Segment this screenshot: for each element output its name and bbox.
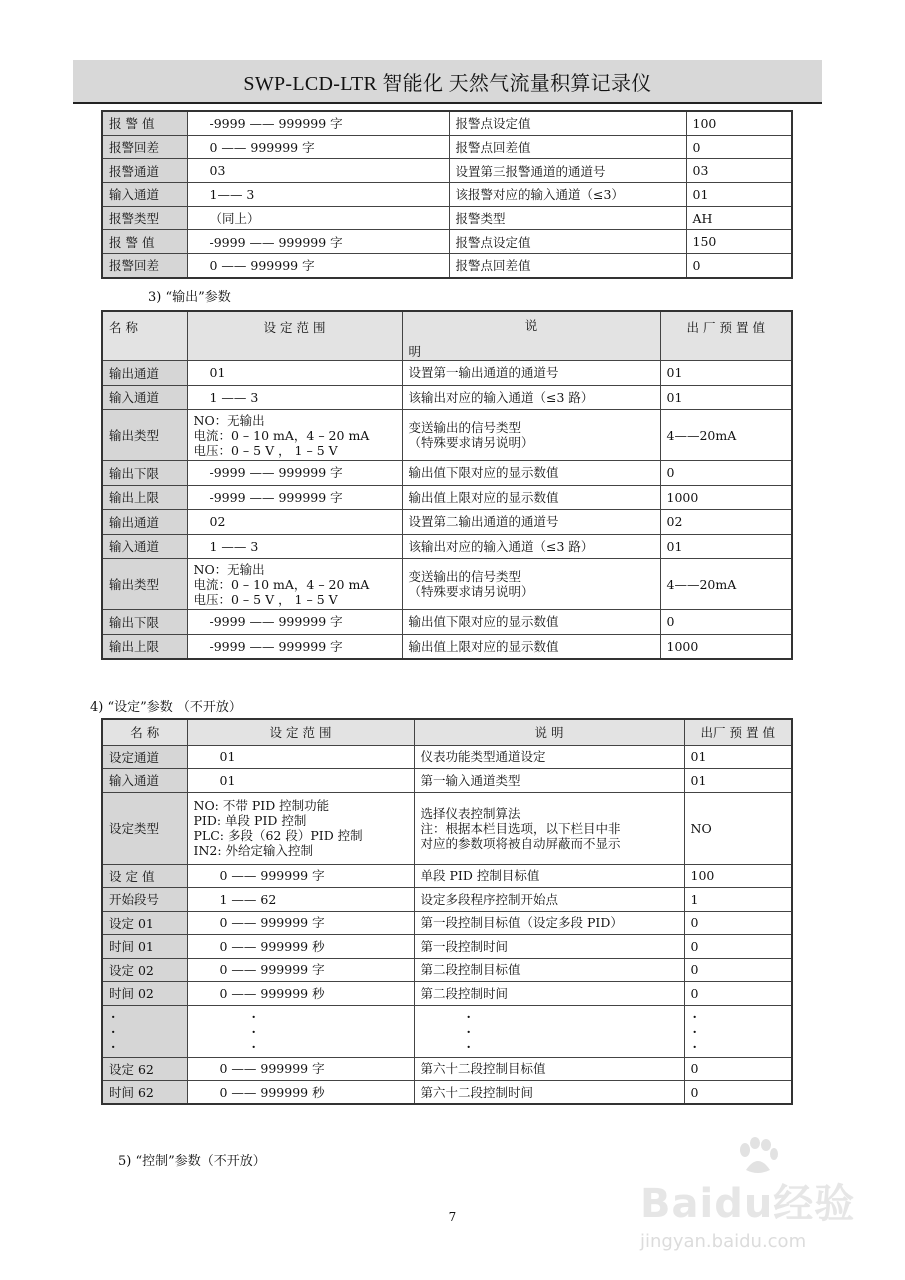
param-desc	[414, 888, 684, 912]
param-desc: 报警点回差值	[449, 135, 686, 159]
param-desc	[414, 911, 684, 935]
col-header-desc-part2: 明	[408, 344, 422, 359]
param-range-line: 0 —— 999999 秒	[219, 1084, 325, 1100]
param-default: 0	[684, 958, 792, 982]
param-default: 100	[684, 864, 792, 888]
ellipsis-dot: ·	[251, 1023, 256, 1039]
param-desc-line: 仪表功能类型通道设定	[420, 749, 546, 765]
param-desc: 报警类型	[449, 206, 686, 230]
param-name: 设定 62	[102, 1057, 187, 1081]
table-row	[102, 1081, 792, 1105]
table-row	[102, 461, 792, 486]
param-desc	[402, 634, 660, 659]
setting-params-table	[101, 718, 793, 1105]
param-default: 01	[660, 534, 792, 559]
table-row	[102, 135, 792, 159]
table-row	[102, 769, 792, 793]
section-5-title: 5) “控制”参数（不开放）	[118, 1154, 266, 1169]
param-name: 时间 01	[102, 935, 187, 959]
param-range	[187, 792, 414, 864]
page-title: SWP-LCD-LTR 智能化 天然气流量积算记录仪	[243, 72, 652, 95]
table-row	[102, 745, 792, 769]
table-row	[102, 610, 792, 635]
watermark	[640, 1150, 870, 1270]
param-range: 0 —— 999999 字	[187, 135, 449, 159]
param-desc-line: 第一段控制时间	[420, 938, 509, 954]
param-range	[187, 864, 414, 888]
param-range-line: -9999 —— 999999 字	[209, 465, 343, 481]
param-name: 时间 02	[102, 982, 187, 1006]
param-default: 0	[686, 254, 792, 278]
param-desc	[402, 361, 660, 386]
table-row	[102, 888, 792, 912]
param-default: 01	[684, 745, 792, 769]
param-desc	[402, 510, 660, 535]
param-range-line: -9999 —— 999999 字	[209, 489, 343, 505]
ellipsis-row	[102, 1005, 792, 1057]
param-name: 开始段号	[102, 888, 187, 912]
ellipsis-dot: ·	[692, 1008, 697, 1024]
param-desc	[402, 410, 660, 461]
param-name: 输入通道	[102, 769, 187, 793]
param-desc: 报警点设定值	[449, 111, 686, 135]
param-desc	[402, 385, 660, 410]
param-name: 输出通道	[102, 510, 187, 535]
param-desc	[402, 485, 660, 510]
param-name: 设定 02	[102, 958, 187, 982]
param-range: 1—— 3	[187, 183, 449, 207]
param-range-line: NO：无输出	[193, 412, 265, 428]
param-desc: 报警点回差值	[449, 254, 686, 278]
param-desc-line: 单段 PID 控制目标值	[420, 868, 540, 884]
param-desc-line: 第六十二段控制目标值	[420, 1061, 546, 1077]
param-desc	[414, 935, 684, 959]
param-desc-line: 第二段控制时间	[420, 985, 509, 1001]
param-name: 设定类型	[102, 792, 187, 864]
param-default: 0	[684, 935, 792, 959]
param-name: 报警回差	[102, 135, 187, 159]
param-desc-line: 该输出对应的输入通道（≤3 路）	[408, 538, 594, 554]
param-desc: 设置第三报警通道的通道号	[449, 159, 686, 183]
param-range: -9999 —— 999999 字	[187, 111, 449, 135]
table-row	[102, 254, 792, 278]
param-desc	[402, 461, 660, 486]
param-range	[187, 559, 402, 610]
param-desc	[414, 745, 684, 769]
param-name: 输出上限	[102, 485, 187, 510]
param-desc-line: （特殊要求请另说明）	[408, 435, 534, 450]
param-desc-line: 变送输出的信号类型	[408, 420, 522, 435]
table-row	[102, 111, 792, 135]
section-4-title: 4) “设定”参数 （不开放）	[90, 700, 242, 715]
param-range-line: -9999 —— 999999 字	[209, 638, 343, 654]
param-range-line: NO: 不带 PID 控制功能	[193, 798, 330, 813]
param-default: 01	[660, 385, 792, 410]
table-row	[102, 634, 792, 659]
param-name: 报警回差	[102, 254, 187, 278]
param-default: 01	[686, 183, 792, 207]
ellipsis-dot: ·	[111, 1038, 116, 1054]
param-name: 时间 62	[102, 1081, 187, 1105]
param-name: 输出上限	[102, 634, 187, 659]
section-3-title: 3) “输出”参数	[148, 290, 231, 305]
param-range	[187, 982, 414, 1006]
table-row	[102, 864, 792, 888]
param-desc-line: 输出值下限对应的显示数值	[408, 614, 559, 630]
table-row	[102, 792, 792, 864]
table-row	[102, 911, 792, 935]
param-range	[187, 935, 414, 959]
param-range-line: 电压：0 – 5 V ， 1 – 5 V	[193, 591, 338, 607]
param-default: 0	[684, 1081, 792, 1105]
table-row	[102, 361, 792, 386]
ellipsis-dot: ·	[692, 1023, 697, 1039]
table-row	[102, 559, 792, 610]
param-default: 0	[684, 911, 792, 935]
table-row	[102, 410, 792, 461]
param-range	[187, 610, 402, 635]
param-desc-line: 选择仪表控制算法	[420, 805, 521, 821]
ellipsis-dot: ·	[251, 1038, 256, 1054]
param-name: 输入通道	[102, 183, 187, 207]
param-range	[187, 510, 402, 535]
table-row	[102, 982, 792, 1006]
param-range	[187, 769, 414, 793]
param-name: 输出下限	[102, 610, 187, 635]
param-range	[187, 385, 402, 410]
col-header-desc-part1: 说	[524, 318, 538, 333]
param-name: 输入通道	[102, 534, 187, 559]
ellipsis-dot: ·	[466, 1038, 471, 1054]
watermark-url: jingyan.baidu.com	[640, 1231, 807, 1252]
param-range-line: 1 —— 3	[209, 538, 259, 554]
param-range-line: PLC: 多段（62 段）PID 控制	[193, 828, 363, 843]
param-default-ellipsis	[684, 1005, 792, 1057]
table-row	[102, 958, 792, 982]
param-desc: 该报警对应的输入通道（≤3）	[449, 183, 686, 207]
param-desc	[414, 1081, 684, 1105]
param-range-line: 0 —— 999999 字	[219, 1061, 325, 1077]
col-header-name: 名 称	[102, 719, 187, 745]
page-header	[73, 60, 822, 104]
param-desc-line: 第二段控制目标值	[420, 962, 521, 978]
param-name: 设定 01	[102, 911, 187, 935]
table-row	[102, 159, 792, 183]
output-params-table	[101, 310, 793, 660]
param-desc-line: 变送输出的信号类型	[408, 569, 522, 584]
param-range-line: 01	[209, 365, 226, 381]
param-name: 报 警 值	[102, 230, 187, 254]
param-desc-line: 该输出对应的输入通道（≤3 路）	[408, 389, 594, 405]
col-header-range: 设 定 范 围	[187, 719, 414, 745]
table-row	[102, 385, 792, 410]
param-desc	[414, 864, 684, 888]
col-header-default: 出 厂 预 置 值	[660, 311, 792, 361]
param-name: 报警通道	[102, 159, 187, 183]
param-desc	[414, 982, 684, 1006]
param-desc	[414, 958, 684, 982]
param-range	[187, 911, 414, 935]
param-range-line: 1 —— 62	[219, 891, 277, 907]
param-default: 0	[684, 982, 792, 1006]
table-row	[102, 485, 792, 510]
param-desc	[414, 1057, 684, 1081]
param-desc	[402, 534, 660, 559]
param-range-line: 电压：0 – 5 V ， 1 – 5 V	[193, 442, 338, 458]
param-desc: 报警点设定值	[449, 230, 686, 254]
param-desc-line: （特殊要求请另说明）	[408, 584, 534, 599]
param-range	[187, 888, 414, 912]
param-range	[187, 634, 402, 659]
param-default: 100	[686, 111, 792, 135]
param-name: 报警类型	[102, 206, 187, 230]
param-default: 03	[686, 159, 792, 183]
param-range: （同上）	[187, 206, 449, 230]
ellipsis-dot: ·	[251, 1008, 256, 1024]
param-range: 03	[187, 159, 449, 183]
param-range-line: IN2: 外给定输入控制	[193, 843, 314, 858]
table-row	[102, 510, 792, 535]
table-row	[102, 183, 792, 207]
param-default: 4——20mA	[660, 559, 792, 610]
param-desc	[414, 769, 684, 793]
param-default: 01	[684, 769, 792, 793]
param-desc-line: 设定多段程序控制开始点	[420, 891, 559, 907]
param-range	[187, 958, 414, 982]
param-default: 0	[660, 461, 792, 486]
param-name: 输出下限	[102, 461, 187, 486]
param-range: -9999 —— 999999 字	[187, 230, 449, 254]
param-range: 0 —— 999999 字	[187, 254, 449, 278]
col-header-range: 设 定 范 围	[187, 311, 402, 361]
param-desc-line: 第六十二段控制时间	[420, 1084, 534, 1100]
paw-icon	[736, 1136, 780, 1176]
param-name-ellipsis	[102, 1005, 187, 1057]
param-range-line: 02	[209, 514, 226, 530]
param-default: 0	[660, 610, 792, 635]
ellipsis-dot: ·	[111, 1023, 116, 1039]
param-name: 输出类型	[102, 559, 187, 610]
param-default: 0	[686, 135, 792, 159]
param-desc-line: 注：根据本栏目选项，以下栏目中非	[420, 820, 621, 836]
param-desc-line: 输出值下限对应的显示数值	[408, 465, 559, 481]
param-range	[187, 485, 402, 510]
param-desc-ellipsis	[414, 1005, 684, 1057]
table-row	[102, 534, 792, 559]
ellipsis-dot: ·	[466, 1008, 471, 1024]
param-range	[187, 745, 414, 769]
param-default: 02	[660, 510, 792, 535]
col-header-desc	[402, 311, 660, 361]
param-name: 输出类型	[102, 410, 187, 461]
param-name: 输出通道	[102, 361, 187, 386]
param-desc-line: 输出值上限对应的显示数值	[408, 489, 559, 505]
table-row	[102, 935, 792, 959]
param-default: 150	[686, 230, 792, 254]
param-desc	[402, 559, 660, 610]
param-range	[187, 461, 402, 486]
col-header-desc: 说 明	[414, 719, 684, 745]
param-default: 01	[660, 361, 792, 386]
ellipsis-dot: ·	[466, 1023, 471, 1039]
ellipsis-dot: ·	[111, 1008, 116, 1024]
ellipsis-dot: ·	[692, 1038, 697, 1054]
param-range-line: 01	[219, 772, 236, 788]
param-range	[187, 534, 402, 559]
param-range-line: 0 —— 999999 字	[219, 962, 325, 978]
param-range-line: 01	[219, 749, 236, 765]
param-range	[187, 361, 402, 386]
param-desc	[414, 792, 684, 864]
param-range-line: PID: 单段 PID 控制	[193, 813, 307, 828]
col-header-name: 名 称	[102, 311, 187, 361]
param-desc-line: 输出值上限对应的显示数值	[408, 638, 559, 654]
table-row	[102, 1057, 792, 1081]
param-default: 0	[684, 1057, 792, 1081]
param-range	[187, 1081, 414, 1105]
param-default: 1000	[660, 485, 792, 510]
param-desc-line: 第一段控制目标值（设定多段 PID）	[420, 915, 623, 931]
param-default: 4——20mA	[660, 410, 792, 461]
param-range	[187, 1057, 414, 1081]
table-row	[102, 230, 792, 254]
param-range-ellipsis	[187, 1005, 414, 1057]
alarm-params-table	[101, 110, 793, 279]
param-default: AH	[686, 206, 792, 230]
param-range-line: 1 —— 3	[209, 389, 259, 405]
param-default: NO	[684, 792, 792, 864]
param-desc-line: 设置第一输出通道的通道号	[408, 365, 559, 381]
param-range-line: 电流：0 – 10 mA，4 – 20 mA	[193, 427, 370, 443]
param-default: 1000	[660, 634, 792, 659]
param-range-line: NO：无输出	[193, 561, 265, 577]
param-desc	[402, 610, 660, 635]
param-range-line: 0 —— 999999 字	[219, 915, 325, 931]
param-name: 报 警 值	[102, 111, 187, 135]
param-name: 设 定 值	[102, 864, 187, 888]
param-range-line: -9999 —— 999999 字	[209, 614, 343, 630]
param-name: 设定通道	[102, 745, 187, 769]
page-number: 7	[448, 1210, 457, 1224]
param-desc-line: 第一输入通道类型	[420, 772, 521, 788]
table-row	[102, 206, 792, 230]
watermark-logo: Baidu经验	[640, 1181, 856, 1227]
param-desc-line: 对应的参数项将被自动屏蔽而不显示	[420, 835, 621, 851]
param-range-line: 0 —— 999999 秒	[219, 938, 325, 954]
param-name: 输入通道	[102, 385, 187, 410]
param-desc-line: 设置第二输出通道的通道号	[408, 514, 559, 530]
param-range-line: 电流：0 – 10 mA，4 – 20 mA	[193, 576, 370, 592]
param-default: 1	[684, 888, 792, 912]
col-header-default: 出厂 预 置 值	[684, 719, 792, 745]
param-range-line: 0 —— 999999 字	[219, 868, 325, 884]
param-range-line: 0 —— 999999 秒	[219, 985, 325, 1001]
param-range	[187, 410, 402, 461]
